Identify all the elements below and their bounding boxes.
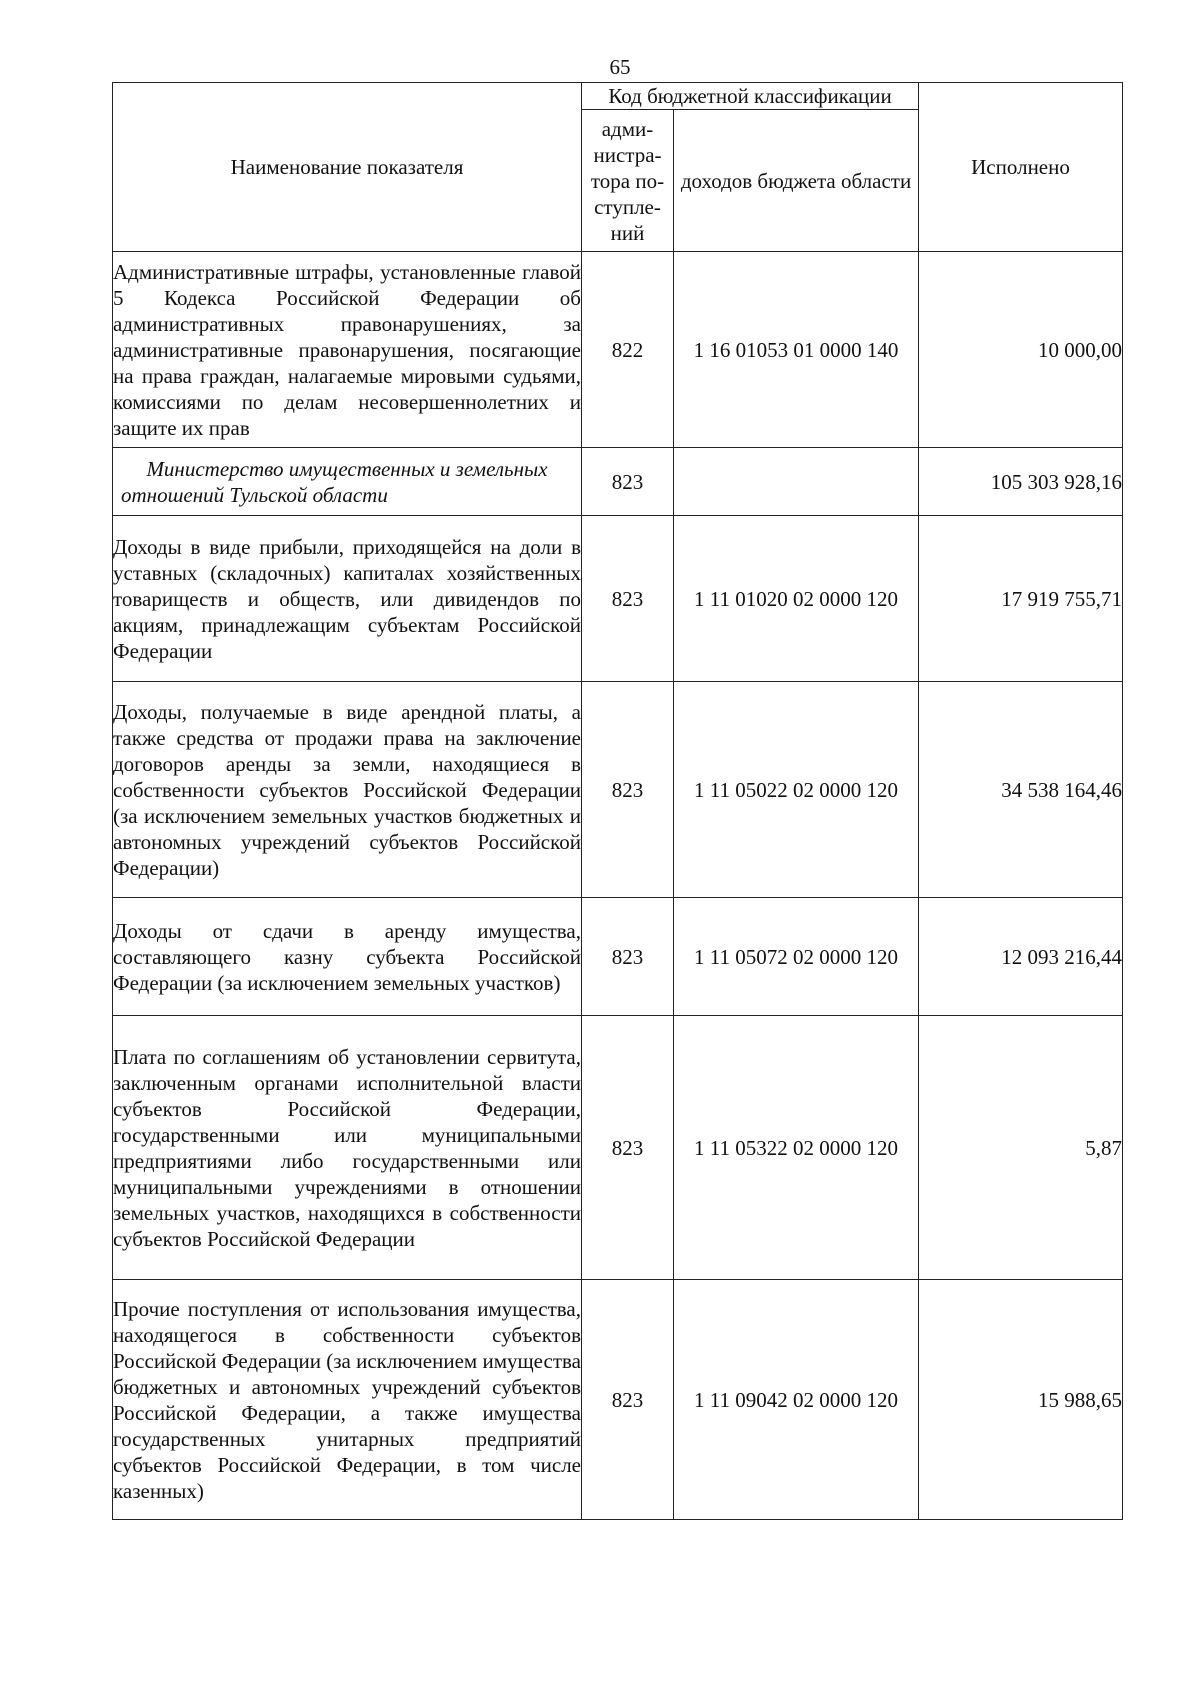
row-admin-code: 823 (582, 1280, 674, 1520)
header-admin-code-text: адми- нистра- тора по- ступле- ний (590, 116, 665, 245)
header-executed: Исполнено (919, 83, 1123, 252)
header-indicator-name: Наименование показателя (113, 83, 582, 252)
row-admin-code: 823 (582, 516, 674, 682)
row-executed: 34 538 164,46 (919, 682, 1123, 898)
row-name: Доходы в виде прибыли, приходящейся на доли в уставных (складочных) капиталах хозяйственных товариществ и обществ, или дивидендов по акциям, принадлежащим субъектам Российской Федерации (113, 516, 582, 682)
table-row (113, 1280, 1123, 1520)
row-admin-code: 823 (582, 1016, 674, 1280)
table-row-ministry (113, 448, 1123, 516)
table-row (113, 1016, 1123, 1280)
row-income-code: 1 11 05072 02 0000 120 (674, 898, 919, 1016)
row-admin-code: 823 (582, 448, 674, 516)
row-executed: 12 093 216,44 (919, 898, 1123, 1016)
row-name: Доходы, получаемые в виде арендной платы, а также средства от продажи права на заключение договоров аренды за земли, находящиеся в собственности субъектов Российской Федерации (за исключением земельных участков бюджетных и автономных учреждений субъектов Российской Федерации) (113, 682, 582, 898)
row-name: Доходы от сдачи в аренду имущества, составляющего казну субъекта Российской Федерации (за исключением земельных участков) (113, 898, 582, 1016)
row-name: Административные штрафы, установленные главой 5 Кодекса Российской Федерации об административных правонарушениях, за административные правонарушения, посягающие на права граждан, налагаемые мировыми судьями, комиссиями по делам несовершеннолетних и защите их прав (113, 252, 582, 448)
row-income-code: 1 16 01053 01 0000 140 (674, 252, 919, 448)
row-admin-code: 823 (582, 682, 674, 898)
row-executed: 15 988,65 (919, 1280, 1123, 1520)
row-executed: 5,87 (919, 1016, 1123, 1280)
row-name: Прочие поступления от использования имущества, находящегося в собственности субъектов Российской Федерации (за исключением имущества бюджетных и автономных учреждений субъектов Российской Федерации, а также имущества государственных унитарных предприятий субъектов Российской Федерации, в том числе казенных) (113, 1280, 582, 1520)
header-admin-code (582, 110, 674, 252)
table-row (113, 516, 1123, 682)
row-executed: 10 000,00 (919, 252, 1123, 448)
row-income-code: 1 11 05322 02 0000 120 (674, 1016, 919, 1280)
row-income-code: 1 11 01020 02 0000 120 (674, 516, 919, 682)
row-admin-code: 822 (582, 252, 674, 448)
row-executed: 105 303 928,16 (919, 448, 1123, 516)
row-income-code: 1 11 09042 02 0000 120 (674, 1280, 919, 1520)
page-number: 65 (609, 55, 631, 79)
budget-income-table (112, 82, 1123, 1520)
header-income-code: доходов бюджета области (674, 110, 919, 252)
table-row (113, 898, 1123, 1016)
row-executed: 17 919 755,71 (919, 516, 1123, 682)
table-row (113, 252, 1123, 448)
row-admin-code: 823 (582, 898, 674, 1016)
header-budget-classification-code: Код бюджетной классификации (582, 83, 919, 110)
row-name: Министерство имущественных и земельных отношений Тульской области (113, 448, 582, 516)
row-income-code: 1 11 05022 02 0000 120 (674, 682, 919, 898)
row-income-code (674, 448, 919, 516)
row-name: Плата по соглашениям об установлении сервитута, заключенным органами исполнительной власти субъектов Российской Федерации, государственными или муниципальными предприятиями либо государственными или муниципальными учреждениями в отношении земельных участков, находящихся в собственности субъектов Российской Федерации (113, 1016, 582, 1280)
table-row (113, 682, 1123, 898)
